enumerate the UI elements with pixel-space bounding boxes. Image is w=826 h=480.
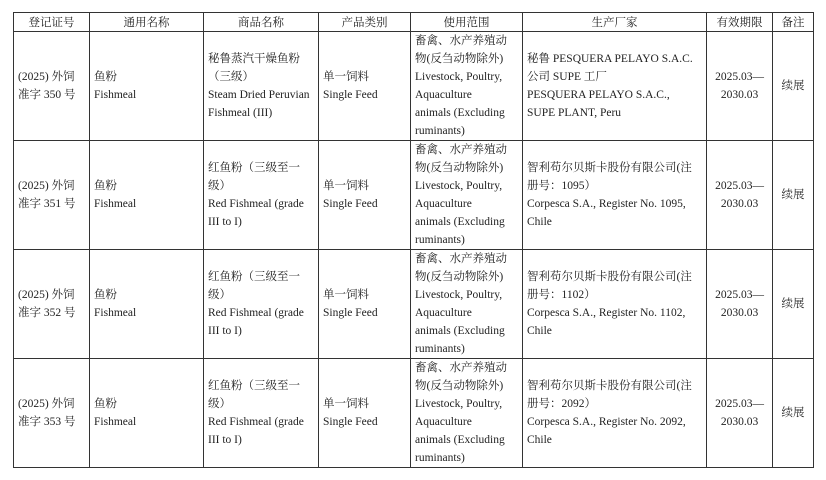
trade-text: 红鱼粉（三级至一 级） Red Fishmeal (grade III to I) [208, 271, 304, 337]
cell-maker [523, 141, 707, 250]
scope-text: 畜禽、水产养殖动 物(反刍动物除外) Livestock, Poultry, Aquaculture animals (Excluding ruminants) [415, 362, 507, 464]
cell-reg [14, 32, 90, 141]
header-row [14, 13, 814, 32]
header-generic: 通用名称 [90, 13, 204, 32]
cell-category [319, 32, 411, 141]
cell-note [773, 359, 814, 468]
registration-table [13, 12, 814, 468]
cell-generic [90, 141, 204, 250]
maker-text: 智利苟尔贝斯卡股份有限公司(注 册号：1095） Corpesca S.A., Register No. 1095, Chile [527, 162, 692, 228]
cell-period [707, 32, 773, 141]
cell-trade [204, 359, 319, 468]
cell-maker [523, 32, 707, 141]
cell-generic [90, 250, 204, 359]
cell-note [773, 141, 814, 250]
cell-generic [90, 359, 204, 468]
trade-text: 红鱼粉（三级至一 级） Red Fishmeal (grade III to I) [208, 380, 304, 446]
note-text: 续展 [781, 407, 805, 419]
table-row [14, 359, 814, 468]
cell-category [319, 359, 411, 468]
cell-note [773, 32, 814, 141]
maker-text: 秘鲁 PESQUERA PELAYO S.A.C. 公司 SUPE 工厂 PESQUERA PELAYO S.A.C., SUPE PLANT, Peru [527, 53, 693, 119]
table-row [14, 32, 814, 141]
period-text: 2025.03— 2030.03 [715, 71, 764, 101]
cell-period [707, 141, 773, 250]
category-text: 单一饲料 Single Feed [323, 398, 378, 428]
cell-reg [14, 359, 90, 468]
category-text: 单一饲料 Single Feed [323, 71, 378, 101]
scope-text: 畜禽、水产养殖动 物(反刍动物除外) Livestock, Poultry, Aquaculture animals (Excluding ruminants) [415, 144, 507, 246]
period-text: 2025.03— 2030.03 [715, 180, 764, 210]
cell-scope [411, 141, 523, 250]
note-text: 续展 [781, 80, 805, 92]
generic-text: 鱼粉 Fishmeal [94, 180, 137, 210]
generic-text: 鱼粉 Fishmeal [94, 289, 137, 319]
scope-text: 畜禽、水产养殖动 物(反刍动物除外) Livestock, Poultry, Aquaculture animals (Excluding ruminants) [415, 253, 507, 355]
header-reg: 登记证号 [14, 13, 90, 32]
cell-scope [411, 359, 523, 468]
table-row [14, 250, 814, 359]
reg-text: (2025) 外饲 准字 350 号 [18, 71, 76, 101]
cell-note [773, 250, 814, 359]
trade-text: 红鱼粉（三级至一 级） Red Fishmeal (grade III to I) [208, 162, 304, 228]
maker-text: 智利苟尔贝斯卡股份有限公司(注 册号：1102） Corpesca S.A., Register No. 1102, Chile [527, 271, 692, 337]
cell-scope [411, 250, 523, 359]
header-category: 产品类别 [319, 13, 411, 32]
table-row [14, 141, 814, 250]
generic-text: 鱼粉 Fishmeal [94, 71, 137, 101]
cell-trade [204, 250, 319, 359]
header-note: 备注 [773, 13, 814, 32]
cell-period [707, 250, 773, 359]
cell-generic [90, 32, 204, 141]
cell-category [319, 141, 411, 250]
category-text: 单一饲料 Single Feed [323, 289, 378, 319]
trade-text: 秘鲁蒸汽干燥鱼粉 （三级） Steam Dried Peruvian Fishmeal (III) [208, 53, 310, 119]
period-text: 2025.03— 2030.03 [715, 289, 764, 319]
header-maker: 生产厂家 [523, 13, 707, 32]
cell-period [707, 359, 773, 468]
reg-text: (2025) 外饲 准字 352 号 [18, 289, 76, 319]
reg-text: (2025) 外饲 准字 353 号 [18, 398, 76, 428]
note-text: 续展 [781, 189, 805, 201]
period-text: 2025.03— 2030.03 [715, 398, 764, 428]
cell-reg [14, 250, 90, 359]
cell-scope [411, 32, 523, 141]
header-scope: 使用范围 [411, 13, 523, 32]
reg-text: (2025) 外饲 准字 351 号 [18, 180, 76, 210]
maker-text: 智利苟尔贝斯卡股份有限公司(注 册号：2092） Corpesca S.A., Register No. 2092, Chile [527, 380, 692, 446]
generic-text: 鱼粉 Fishmeal [94, 398, 137, 428]
cell-maker [523, 250, 707, 359]
cell-category [319, 250, 411, 359]
cell-trade [204, 141, 319, 250]
cell-trade [204, 32, 319, 141]
cell-maker [523, 359, 707, 468]
header-trade: 商品名称 [204, 13, 319, 32]
note-text: 续展 [781, 298, 805, 310]
category-text: 单一饲料 Single Feed [323, 180, 378, 210]
header-period: 有效期限 [707, 13, 773, 32]
cell-reg [14, 141, 90, 250]
scope-text: 畜禽、水产养殖动 物(反刍动物除外) Livestock, Poultry, Aquaculture animals (Excluding ruminants) [415, 35, 507, 137]
